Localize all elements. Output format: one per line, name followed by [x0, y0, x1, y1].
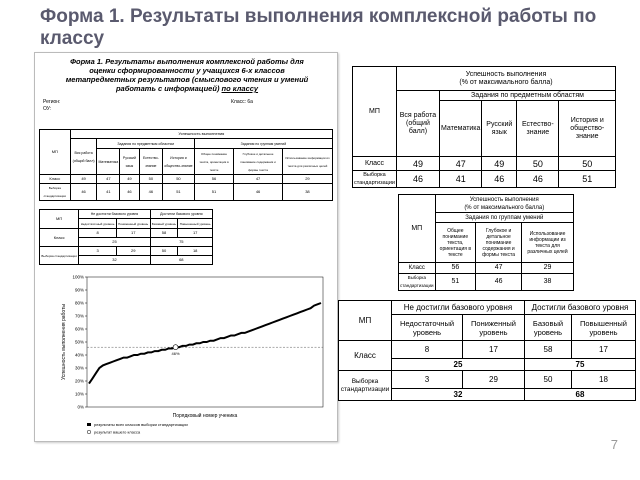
- cell: 3: [392, 371, 463, 389]
- y-tick-label: 30%: [74, 365, 84, 371]
- series-line: [89, 303, 321, 384]
- page-number: 7: [610, 437, 618, 452]
- cell: 49: [482, 157, 517, 171]
- whole-work-header: Вся работа (общий балл): [396, 91, 439, 157]
- line-chart: [57, 271, 333, 439]
- legend-entry: результаты всех классов выборки стандартизации: [94, 422, 188, 427]
- cell: 29: [463, 371, 525, 389]
- mp-header: МП: [399, 195, 436, 263]
- cell: 46: [517, 171, 559, 188]
- doc-title: [49, 57, 325, 93]
- row-class-label: Класс: [399, 263, 436, 274]
- lowered-header: Пониженный уровень: [463, 315, 525, 341]
- slide-title: Форма 1. Результаты выполнения комплексной работы по классу: [40, 6, 597, 49]
- subjects-results-table: [352, 66, 616, 188]
- basic-header: Базовый уровень: [524, 315, 571, 341]
- row-sample-label: Выборка стандартизации: [339, 371, 392, 401]
- document-thumbnail: [34, 52, 338, 442]
- cell: 46: [396, 171, 439, 188]
- legend-swatch-series: [87, 423, 91, 426]
- class-label: Класс: 6а: [231, 99, 253, 105]
- cell: 50: [524, 371, 571, 389]
- row-sample-label: Выборка стандартизации: [399, 274, 436, 291]
- cell: 47: [476, 263, 522, 274]
- mini-table-levels: МП Не достигли базового уровня Достигли базового уровня Недостаточный уровень Пониженный уровень Базовый уровень Повышенный уровень Класс 8 17 58 17 25 75 Выборка стандартизации 3 29 50 18 32 68: [39, 209, 213, 265]
- science-header: Естество-знание: [517, 101, 559, 157]
- mini-table-results: МП Успешность выполнения Вся работа (общий балл) Задания по предметным областям Задания по группам умений Математика Русский язык Естество-знание История и общество-знание Общее понимание текста, ориентация в тексте Глубокое и детальное понимание содержания и формы текста Использование информации из текста для различных целей Класс 49 47 49 50 50 56 47 29 Выборка стандартизации 46 41 46 46 51 51 46 38: [39, 129, 333, 201]
- history-header: История и общество-знание: [559, 101, 616, 157]
- insufficient-header: Недостаточный уровень: [392, 315, 463, 341]
- group2-header: Глубокое и детальное понимание содержания и формы текста: [476, 223, 522, 263]
- y-tick-label: 100%: [72, 274, 84, 280]
- sum-cell: 75: [524, 359, 635, 371]
- doc-title-line: Форма 1. Результаты выполнения комплексной работы для: [70, 57, 304, 66]
- sum-cell: 68: [524, 389, 635, 401]
- not-reached-header: Не достигли базового уровня: [392, 301, 525, 315]
- cell: 47: [439, 157, 481, 171]
- doc-title-line: работать с информацией) по классу: [115, 84, 259, 93]
- cell: 58: [524, 341, 571, 359]
- cell: 46: [482, 171, 517, 188]
- sum-cell: 25: [392, 359, 525, 371]
- legend-entry: результат вашего класса: [94, 429, 141, 435]
- doc-title-line: оценки сформированности у учащихся 6-х классов: [89, 66, 285, 75]
- cell: 49: [396, 157, 439, 171]
- success-header: Успешность выполнения (% от максимального балла): [396, 67, 615, 91]
- legend-swatch-class: [87, 430, 91, 434]
- y-tick-label: 20%: [74, 378, 84, 384]
- class-marker: [173, 345, 178, 350]
- y-tick-label: 40%: [74, 352, 84, 358]
- cell: 50: [517, 157, 559, 171]
- cell: 51: [435, 274, 476, 291]
- cell: 50: [559, 157, 616, 171]
- subjects-header: Задания по предметным областям: [439, 91, 615, 101]
- group1-header: Общее понимание текста, ориентация в тексте: [435, 223, 476, 263]
- cell: 56: [435, 263, 476, 274]
- skill-groups-table: [398, 194, 574, 291]
- region-label: Регион:: [43, 99, 61, 105]
- cell: 38: [522, 274, 574, 291]
- row-class-label: Класс: [353, 157, 397, 171]
- y-tick-label: 0%: [77, 404, 84, 410]
- group3-header: Использование информации из текста для различных целей: [522, 223, 574, 263]
- cell: 29: [522, 263, 574, 274]
- cell: 17: [572, 341, 636, 359]
- y-tick-label: 80%: [74, 300, 84, 306]
- cell: 41: [439, 171, 481, 188]
- y-tick-label: 50%: [74, 339, 84, 345]
- groups-header: Задания по группам умений: [435, 213, 573, 223]
- sum-cell: 32: [392, 389, 525, 401]
- cell: 8: [392, 341, 463, 359]
- y-tick-label: 90%: [74, 287, 84, 293]
- russian-header: Русский язык: [482, 101, 517, 157]
- y-tick-label: 10%: [74, 391, 84, 397]
- x-axis-label: Порядковый номер ученика: [172, 413, 238, 419]
- row-sample-label: Выборка стандартизации: [354, 172, 395, 186]
- cell: 51: [559, 171, 616, 188]
- cell: 46: [476, 274, 522, 291]
- y-tick-label: 70%: [74, 313, 84, 319]
- row-class-label: Класс: [339, 341, 392, 371]
- doc-title-line: метапредметных результатов (смыслового чтения и умений: [65, 75, 309, 84]
- y-axis-label: Успешность выполнения работы: [61, 304, 67, 380]
- ou-label: ОУ:: [43, 106, 52, 112]
- achievement-levels-table: [338, 300, 636, 401]
- success-header: Успешность выполнения (% от максимального балла): [435, 195, 573, 213]
- raised-header: Повышенный уровень: [572, 315, 636, 341]
- reached-header: Достигли базового уровня: [524, 301, 635, 315]
- mp-header: МП: [339, 301, 392, 341]
- cell: 18: [572, 371, 636, 389]
- math-header: Математика: [439, 101, 481, 157]
- mp-header: МП: [353, 67, 397, 157]
- marker-label: 46%: [171, 351, 180, 357]
- y-tick-label: 60%: [74, 326, 84, 332]
- cell: 17: [463, 341, 525, 359]
